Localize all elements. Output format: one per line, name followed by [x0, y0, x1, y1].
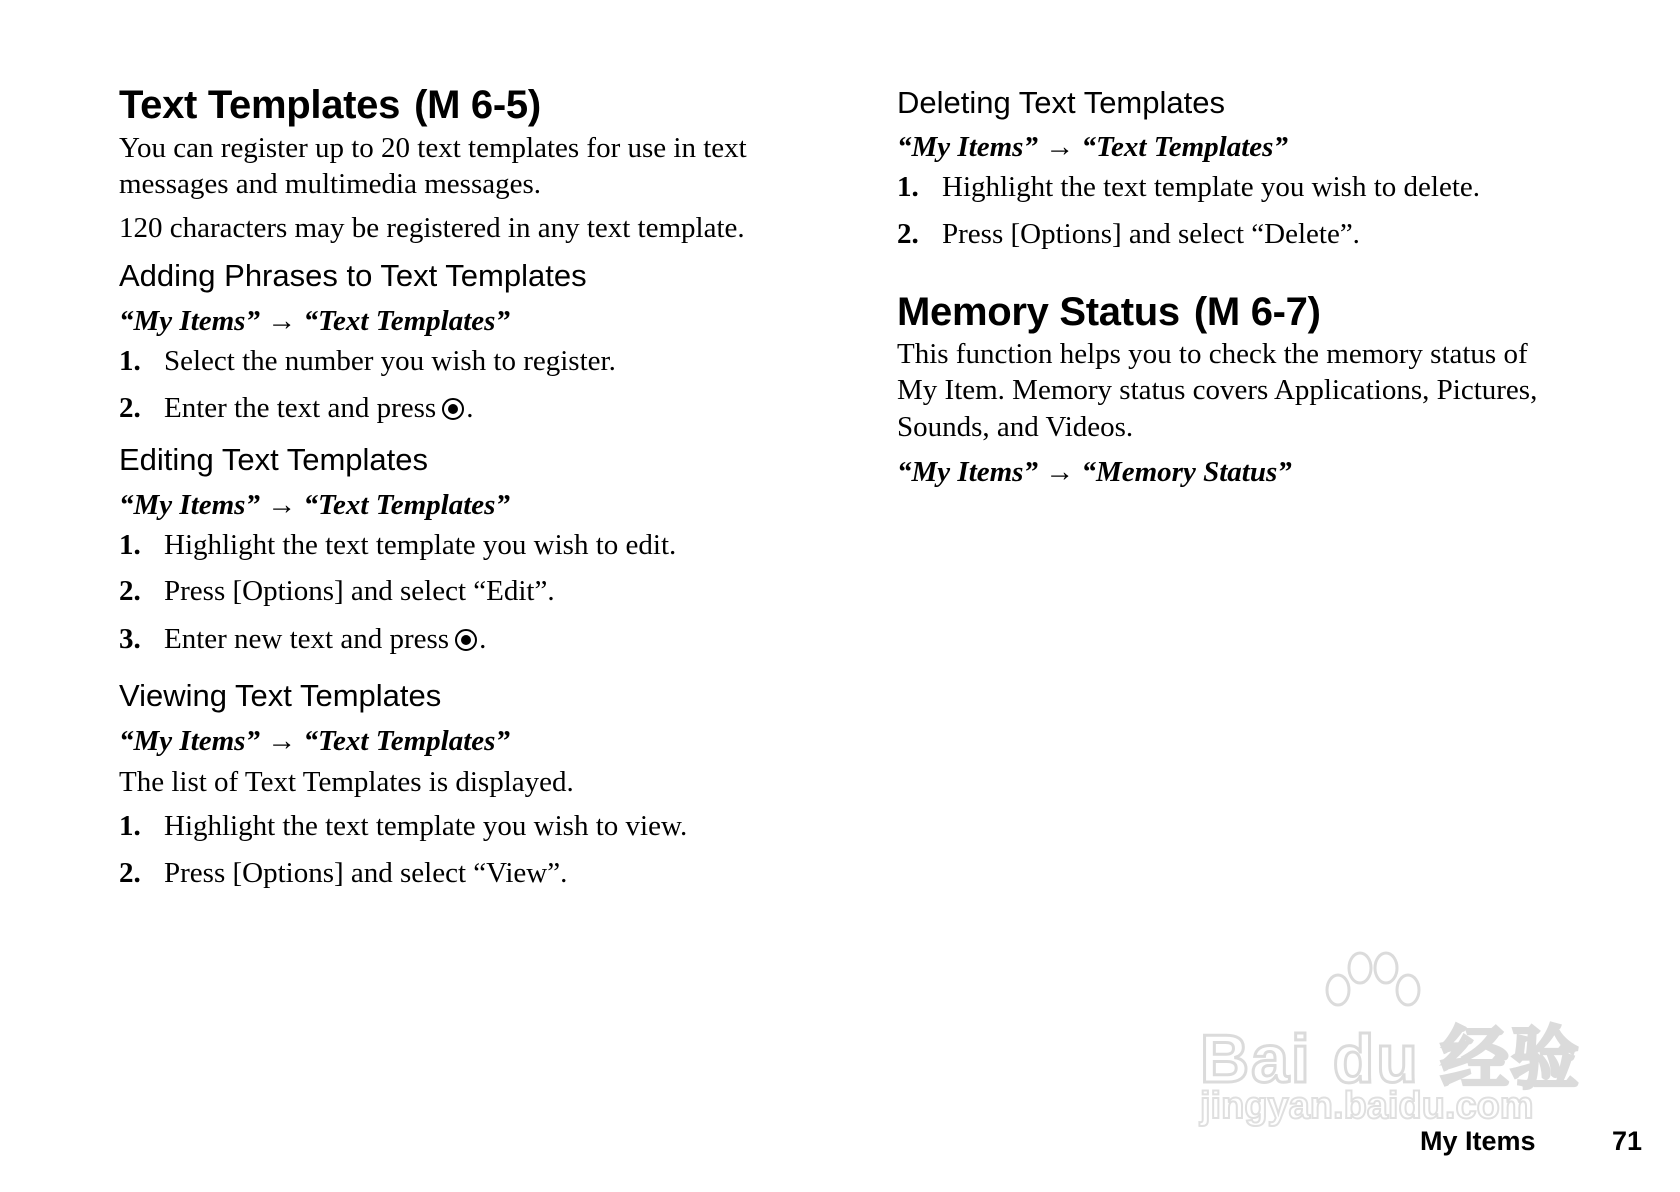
watermark-logo: Bai du 经验: [1200, 1021, 1581, 1097]
step-adding-1: 1. Select the number you wish to register.: [119, 345, 616, 377]
memory-line-1: This function helps you to check the memory status of: [897, 338, 1528, 370]
step-deleting-2: 2. Press [Options] and select “Delete”.: [897, 218, 1360, 250]
step-editing-2: 2. Press [Options] and select “Edit”.: [119, 575, 555, 607]
menu-path-editing: “My Items” → “Text Templates”: [119, 489, 510, 521]
step-editing-3: 3. Enter new text and press .: [119, 623, 487, 655]
page-number: 71: [1612, 1126, 1643, 1156]
viewing-note: The list of Text Templates is displayed.: [119, 766, 574, 798]
heading-deleting: Deleting Text Templates: [897, 85, 1225, 120]
center-key-icon: [442, 398, 464, 420]
intro-line-3: 120 characters may be registered in any text template.: [119, 212, 745, 244]
intro-line-2: messages and multimedia messages.: [119, 168, 542, 200]
title-text: Memory Status: [897, 290, 1180, 334]
watermark-url: jingyan.baidu.com: [1200, 1085, 1534, 1127]
memory-line-3: Sounds, and Videos.: [897, 411, 1134, 443]
step-adding-2: 2. Enter the text and press .: [119, 392, 474, 424]
intro-line-1: You can register up to 20 text templates for use in text: [119, 132, 747, 164]
heading-editing: Editing Text Templates: [119, 442, 429, 477]
center-key-icon: [455, 629, 477, 651]
step-deleting-1: 1. Highlight the text template you wish to delete.: [897, 171, 1481, 203]
step-editing-1: 1. Highlight the text template you wish to edit.: [119, 529, 677, 561]
section-title-memory-status: [897, 290, 1321, 335]
menu-path-memory: “My Items” → “Memory Status”: [897, 456, 1292, 488]
menu-code: (M 6-5): [414, 83, 541, 127]
menu-code: (M 6-7): [1193, 290, 1321, 334]
memory-line-2: My Item. Memory status covers Applications, Pictures,: [897, 374, 1538, 406]
heading-viewing: Viewing Text Templates: [119, 678, 442, 713]
menu-path-adding: “My Items” → “Text Templates”: [119, 305, 510, 337]
baidu-watermark: [1200, 950, 1600, 1130]
step-viewing-2: 2. Press [Options] and select “View”.: [119, 857, 568, 889]
footer-section-name: My Items: [1420, 1126, 1536, 1156]
title-text: Text Templates: [119, 83, 401, 127]
menu-path-viewing: “My Items” → “Text Templates”: [119, 725, 510, 757]
step-viewing-1: 1. Highlight the text template you wish to view.: [119, 810, 688, 842]
menu-path-deleting: “My Items” → “Text Templates”: [897, 131, 1288, 163]
section-title-text-templates: [119, 83, 541, 128]
heading-adding: Adding Phrases to Text Templates: [119, 258, 587, 293]
